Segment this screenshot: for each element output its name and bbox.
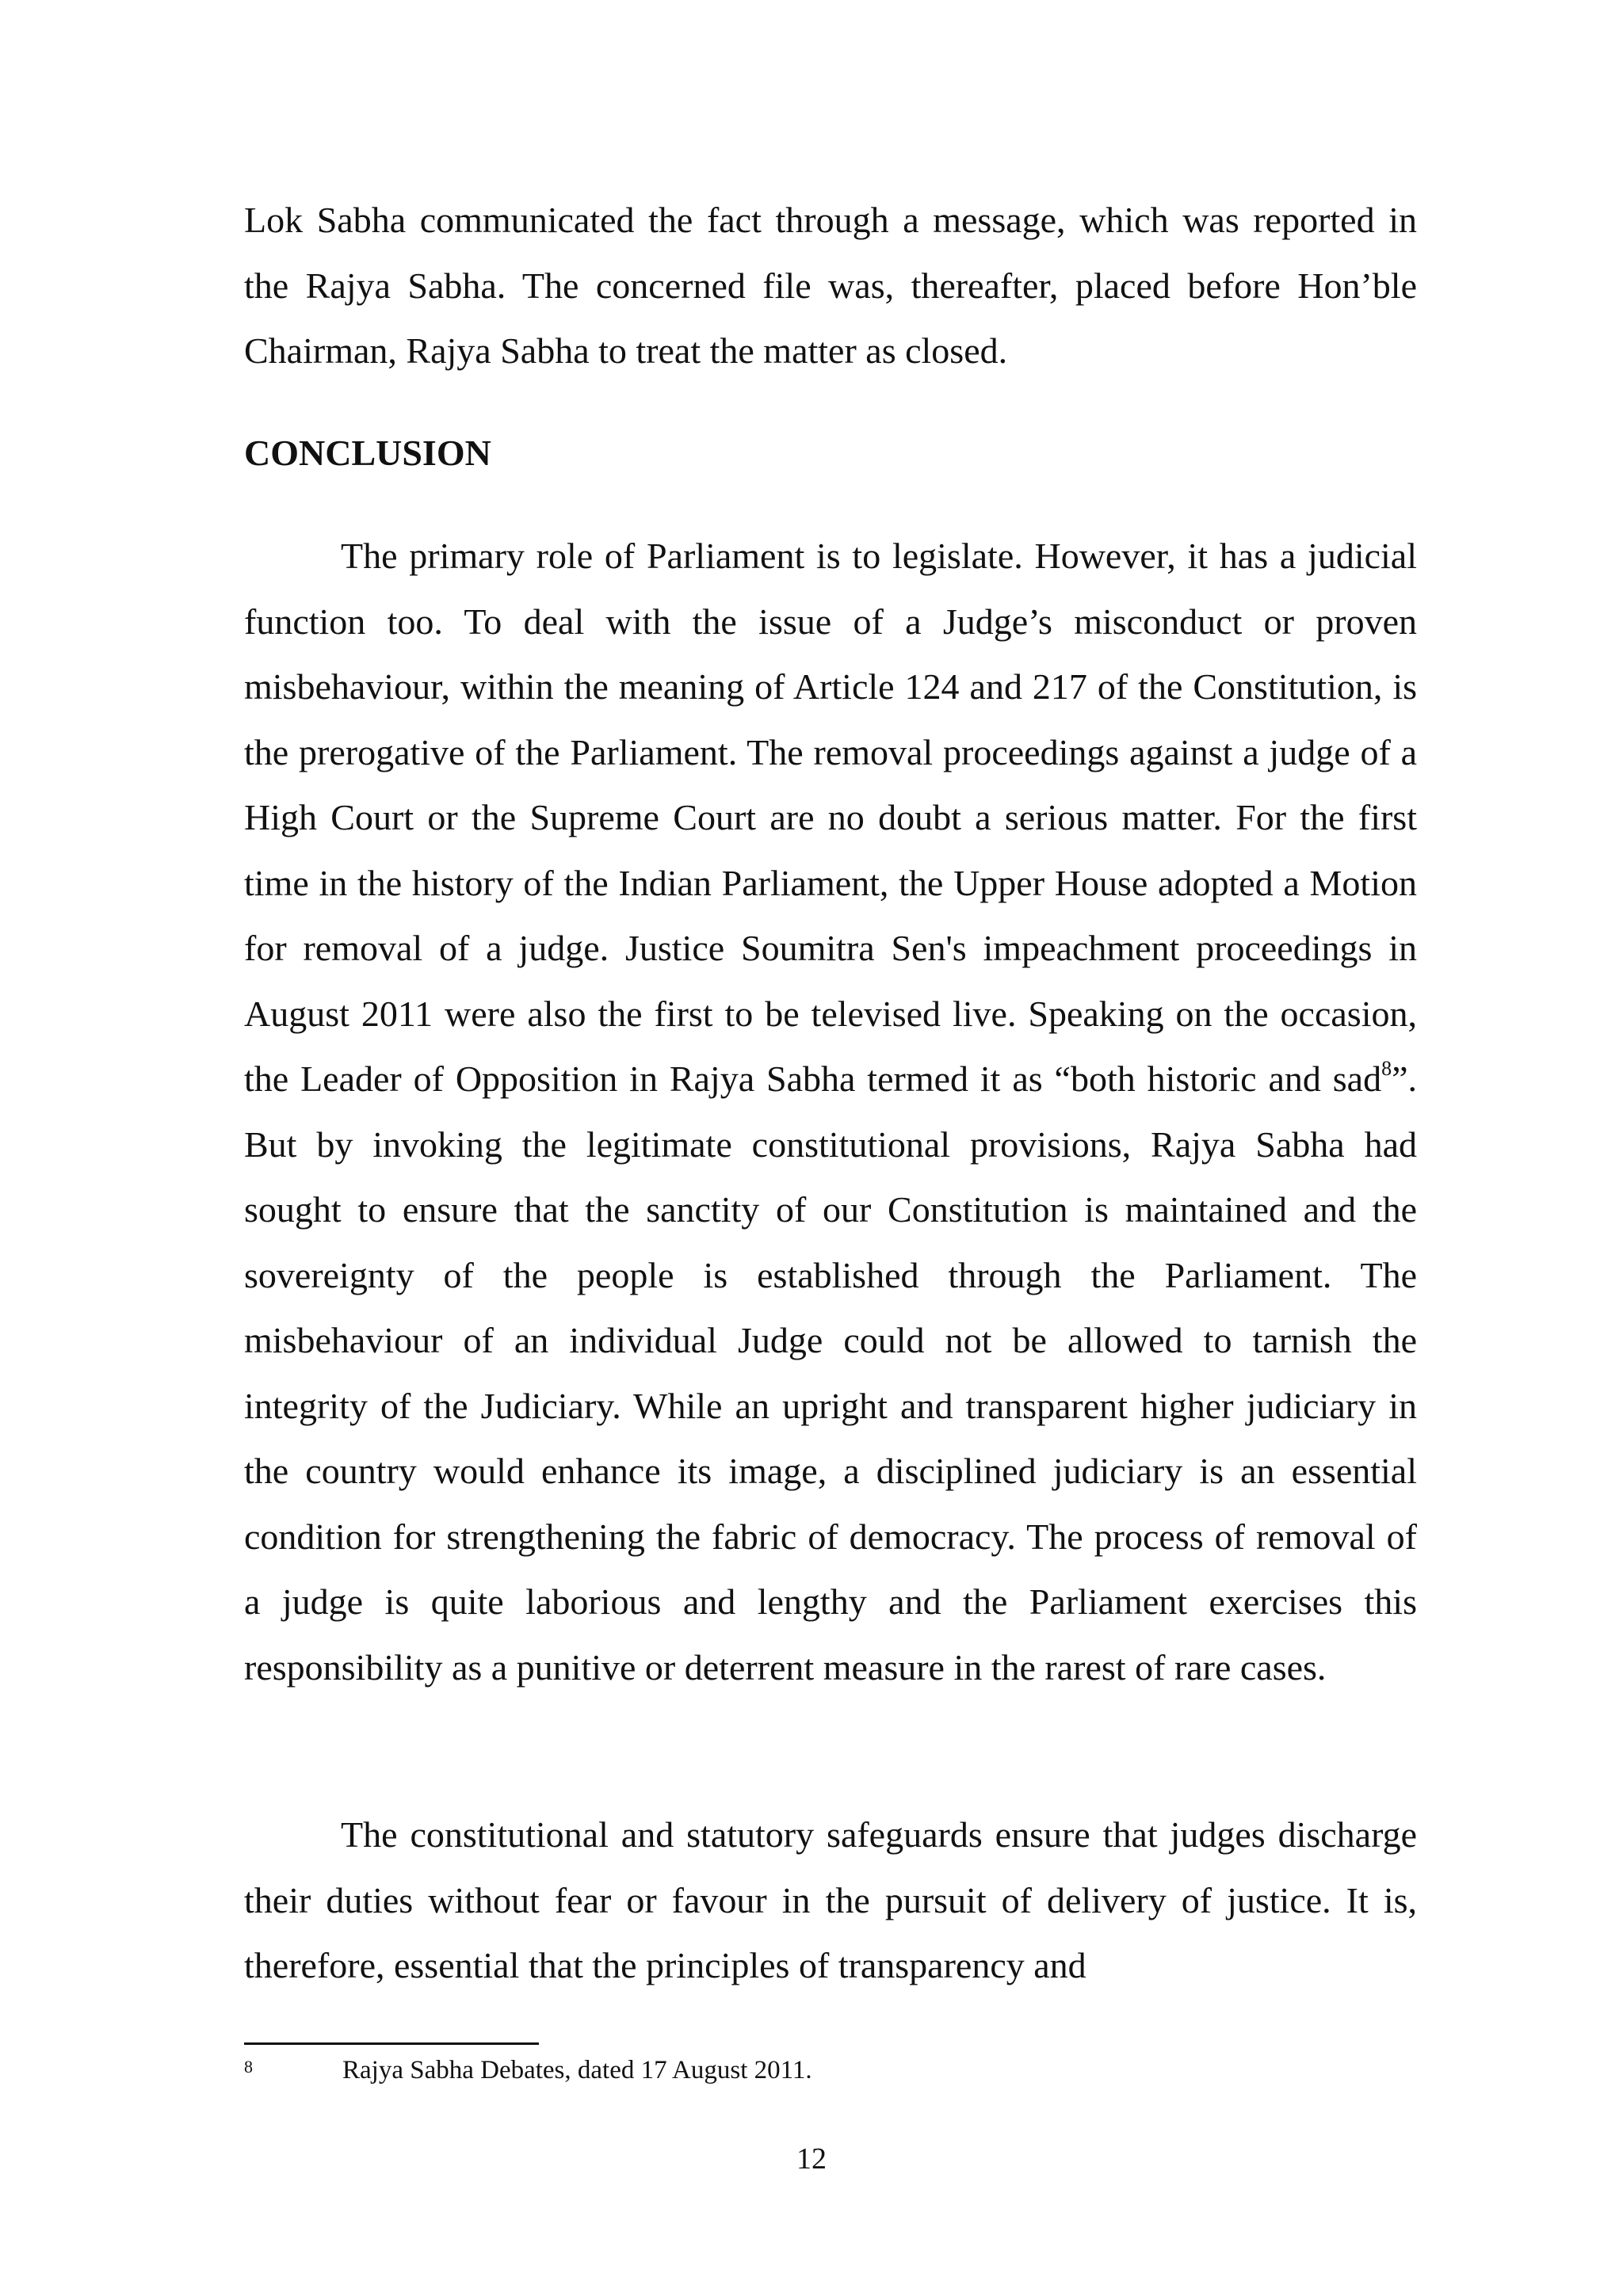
paragraph-safeguards: The constitutional and statutory safeguards ensure that judges discharge their duties without fear or favour in the pursuit of delivery of justice. It is, therefore, essential that the principles of transparency and — [244, 1814, 1417, 1985]
paragraph-lok-sabha-message: Lok Sabha communicated the fact through a message, which was reported in the Rajya Sabha. The concerned file was, thereafter, placed before Hon’ble Chairman, Rajya Sabha to treat the matter as closed. — [244, 200, 1417, 371]
paragraph-conclusion-primary-role — [244, 524, 1417, 1700]
section-heading-conclusion: CONCLUSION — [244, 433, 491, 473]
paragraph-text-before-footnote-ref: The primary role of Parliament is to legislate. However, it has a judicial function too. To deal with the issue of a Judge’s misconduct or proven misbehaviour, within the meaning of Article 124 and 217 of the Constitution, is the prerogative of the Parliament. The removal proceedings against a judge of a High Court or the Supreme Court are no doubt a serious matter. For the first time in the history of the Indian Parliament, the Upper House adopted a Motion for removal of a judge. Justice Soumitra Sen's impeachment proceedings in August 2011 were also the first to be televised live. Speaking on the occasion, the Leader of Opposition in Rajya Sabha termed it as “both historic and sad — [244, 536, 1417, 1099]
footnote-number: 8 — [244, 2057, 253, 2077]
page-number: 12 — [796, 2142, 827, 2176]
footnote-divider — [244, 2042, 539, 2045]
paragraph-text-after-footnote-ref: ”. But by invoking the legitimate constitutional provisions, Rajya Sabha had sought to ensure that the sanctity of our Constitution is maintained and the sovereignty of the people is established through the Parliament. The misbehaviour of an individual Judge could not be allowed to tarnish the integrity of the Judiciary. While an upright and transparent higher judiciary in the country would enhance its image, a disciplined judiciary is an essential condition for strengthening the fabric of democracy. The process of removal of a judge is quite laborious and lengthy and the Parliament exercises this responsibility as a punitive or deterrent measure in the rarest of rare cases. — [244, 1058, 1417, 1688]
footnote-text: Rajya Sabha Debates, dated 17 August 2011. — [342, 2056, 812, 2084]
footnote-reference-8: 8 — [1381, 1056, 1392, 1080]
